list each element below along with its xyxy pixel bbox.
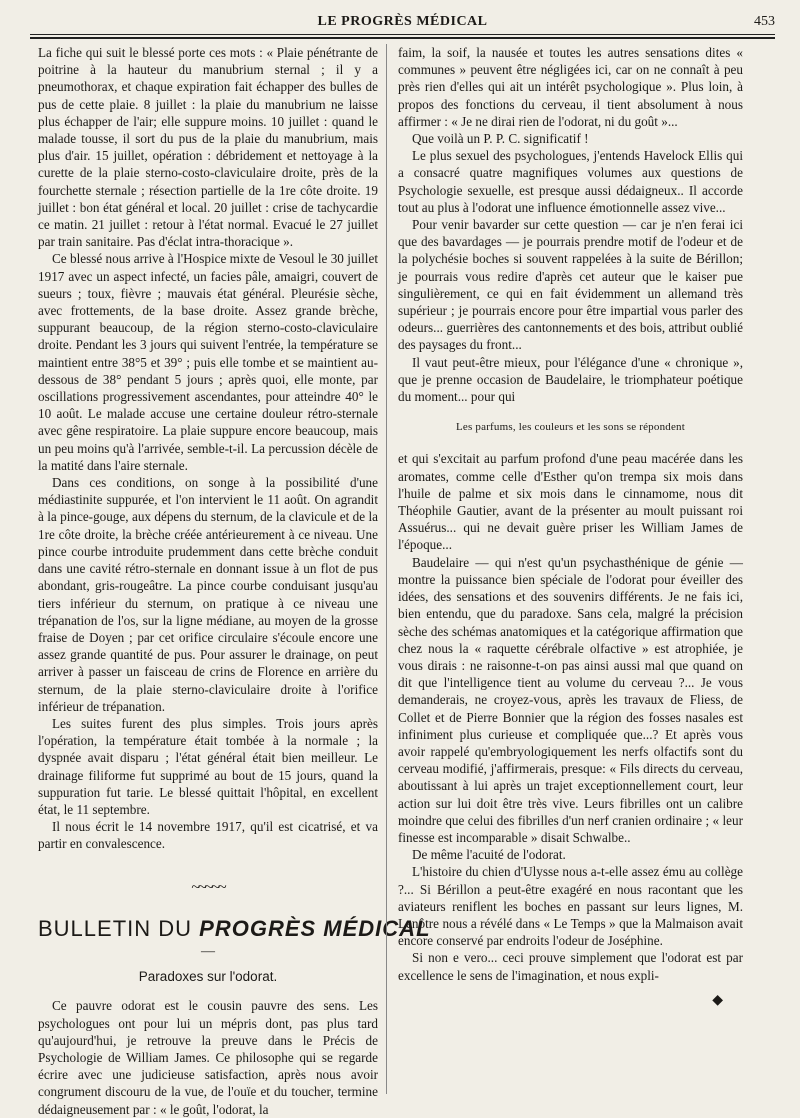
left-column xyxy=(38,44,431,1117)
paragraph: et qui s'excitait au parfum profond d'une peau macérée dans les aromates, comme celle d'Esther qu'on trempa six mois dans l'huile de palme et six mois dans le cinnamome, nous dit Théophile Gautier, avant de la présenter au moult puissant roi Assuérus... qui ne devait guère priser les William James de l'époque... xyxy=(398,451,743,553)
paragraph: Baudelaire — qui n'est qu'un psychasthénique de génie — montre la puissance bien spéciale de l'odorat pour éveiller des idées, des sensations et des souvenirs différents. Je ne fais ici, bien entendu, que du paradoxe. Sans cela, malgré la précision sèche des schémas anatomiques et la catégorique affirmation que chez nous la « raquette cérébrale olfactive » est atrophiée, je vous dirais : ne raisonne-t-on pas ainsi aussi mal que quand on dit que l'intelligence tient au volume du cerveau ?... Je vous demanderais, ne croyez-vous, après les travaux de Fliess, de Collet et de Pierre Bonnier que la région des fosses nasales est infiniment plus curieuse et compliquée que...? Et après vous avoir rappelé qu'embryologiquement les nerfs olfactifs sont du cerveau modifié, j'affirmerais, presque: « Fils directs du cerveau, aboutissant à lui après un trajet exceptionnellement court, leur action sur lui doit être très vive. Leurs fibrilles ont un calibre moindre que celui des fibrilles d'un nerf cranien ordinaire ; « leur finesse est incomparable » disait Schwalbe.. xyxy=(398,554,743,845)
paragraph: Le plus sexuel des psychologues, j'entends Havelock Ellis qui a consacré quatre magnifiques volumes aux questions de Psychologie sexuelle, est presque aussi dédaigneux.. Il accorde tout au plus à l'odorat une influence émotionnelle assez vive... xyxy=(398,148,743,215)
right-column xyxy=(398,44,743,1104)
bulletin-heading-a: BULLETIN DU xyxy=(38,915,200,941)
paragraph: Que voilà un P. P. C. significatif ! xyxy=(412,131,589,147)
column-rule xyxy=(386,44,387,1094)
ornament-divider: ~~~~~ xyxy=(191,878,225,896)
paragraph: faim, la soif, la nausée et toutes les autres sensations dites « communes » peuvent être négligées ici, car on ne connaît à peu près rien d'elles qui ait un intérêt psychologique ». Plus loin, à propos des fonctions du cerveau, il tient absolument à nous affirmer : « Je ne dirai rien de l'odorat, ni du goût »... xyxy=(398,45,743,129)
header-rule-thick xyxy=(30,37,775,39)
paragraph: L'histoire du chien d'Ulysse nous a-t-elle assez ému au collège ?... Si Bérillon a peut-être exagéré en nous racontant que les aviateurs reniflent les boches en passant sur leurs lignes, M. Lenôtre nous a révélé dans « Le Temps » que la Malmaison avait encore conservé par endroits l'odeur de Joséphine. xyxy=(398,864,743,949)
paragraph: Les suites furent des plus simples. Trois jours après l'opération, la température était tombée à la normale ; la dyspnée avait disparu ; l'état général était bien meilleur. Le drainage filiforme fut supprimé au bout de 15 jours, quand la suppuration fut tarie. Le blessé quittait l'hôpital, en excellent état, le 11 septembre. xyxy=(38,715,378,817)
paragraph: De même l'acuité de l'odorat. xyxy=(412,847,566,863)
paragraph: La fiche qui suit le blessé porte ces mots : « Plaie pénétrante de poitrine à la hauteur du manubrium sternal ; il y a pneumothorax, et chaque expiration fait échapper des bulles de pus de cette plaie. 8 juillet : la plaie du manubrium ne laisse plus échapper de l'air; elle suppure moins. 10 juillet : quand le malade tousse, il sort du pus de la plaie du manubrium, mais plus d'air. 15 juillet, opération : débridement et nettoyage à la curette de la plaie sterno-costo-claviculaire droite, près de la fourchette sternale ; résection partielle de la 1re côte droite. 19 juillet : bon état général et local. 20 juillet : crise de tachycardie ce matin. 21 juillet : retour à l'état normal. Evacué le 27 juillet par train sanitaire. Pas d'éclat intra-thoracique ». xyxy=(38,45,378,250)
paragraph: Pour venir bavarder sur cette question — car je n'en ferai ici que des bavardages — je pourrais prendre motif de l'odeur et de la polychésie boches si souvent rappelées à la suite de Bérillon; je pourrais vous redire d'après cet auteur que le kaiser pue singulièrement, ce qui en fait évidemment un allemand très supérieur ; je pourrais encore pour être impartial vous parler des odeurs... guerrières des cantonnements et des bois, attribut oublié des paysages du front... xyxy=(398,217,743,353)
heading-dash: — xyxy=(201,943,215,959)
quoted-verse: Les parfums, les couleurs et les sons se répondent xyxy=(455,421,686,434)
paragraph: Il nous écrit le 14 novembre 1917, qu'il est cicatrisé, et va partir en convalescence. xyxy=(38,819,378,852)
page-number: 453 xyxy=(754,14,775,29)
journal-title: LE PROGRÈS MÉDICAL xyxy=(317,14,488,29)
header-rule xyxy=(30,34,775,35)
running-head xyxy=(30,8,775,36)
paragraph: Ce pauvre odorat est le cousin pauvre des sens. Les psychologues ont pour lui un mépris dont, pas plus tard qu'aujourd'hui, je retrouve la preuve dans le Précis de Psychologie de William James. Ce philosophe qui se regarde écrire avec une judicieuse satisfaction, après nous avoir congrument discouru de la vue, de l'ouïe et du toucher, termine dédaigneusement par : « le goût, l'odorat, la xyxy=(38,998,378,1117)
article-title: Paradoxes sur l'odorat. xyxy=(138,969,278,985)
paragraph: Si non e vero... ceci prouve simplement que l'odorat est par excellence le sens de l'imagination, et nous expli- xyxy=(398,950,743,983)
continuation-mark: ◆ xyxy=(712,992,723,1008)
bulletin-heading-b: PROGRÈS MÉDICAL xyxy=(199,915,431,941)
paragraph: Ce blessé nous arrive à l'Hospice mixte de Vesoul le 30 juillet 1917 avec un aspect infecté, un facies pâle, amaigri, couvert de sueurs ; toux, fièvre ; mauvais état général. Pleurésie sèche, avec frottements, de la base droite. Assez grande brèche, suppurant beaucoup, de la région sterno-costo-claviculaire droite. Pendant les 3 jours qui suivent l'entrée, la température se maintient entre 38°5 et 39° ; puis elle tombe et se maintient au-dessous de 38° pendant 5 jours ; après quoi, elle monte, par oscillations progressivement ascendantes, pour atteindre 40° le 10 août. Le malade accuse une certaine douleur rétro-sternale avec gêne respiratoire. La plaie suppure encore beaucoup, mais un peu moins qu'à l'arrivée, semble-t-il. La percussion décèle de la matité dans l'aire sternale. xyxy=(38,251,378,473)
paragraph: Il vaut peut-être mieux, pour l'élégance d'une « chronique », que je prenne occasion de Baudelaire, le triomphateur poétique du moment... pour qui xyxy=(398,354,743,405)
bulletin-heading xyxy=(38,915,431,941)
paragraph: Dans ces conditions, on songe à la possibilité d'une médiastinite suppurée, et l'on intervient le 11 août. On agrandit à la pince-gouge, aux dépens du sternum, de la clavicule et de la 1re côte droite, la brèche créée antérieurement à ce niveau. Une pince courbe introduite prudemment dans cette brèche conduit dans une cavité rétro-sternale en donnant issue à un flot de pus abondant, gris-rougeâtre. La pince courbe conduisant jusqu'au tiers inférieur du sternum, on pratique à ce niveau une trépanation de l'os, sur la ligne médiane, au moyen de la grosse fraise de Doyen ; par cet orifice circulaire s'écoule encore une assez grande quantité de pus. Pour assurer le drainage, on peut arriver à passer un faisceau de crins de Florence en arrière du sternum, de la plaie sterno-claviculaire droite à l'orifice inférieur de trépanation. xyxy=(38,475,378,714)
